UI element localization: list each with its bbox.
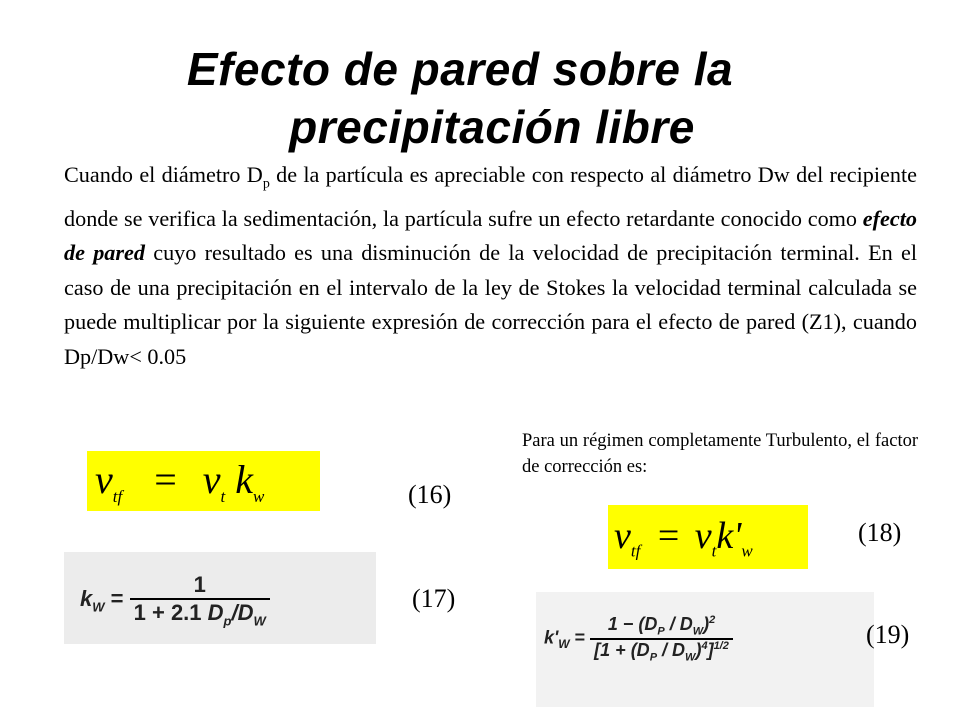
eq19-den-exp: 4 (701, 639, 708, 652)
main-paragraph (64, 158, 917, 374)
eq18-r2: k' (716, 515, 742, 557)
title-line-1: Efecto de pared sobre la (186, 43, 734, 95)
equation-16-number: (16) (408, 480, 452, 509)
eq19-num-c: ) (703, 614, 710, 634)
paragraph-emphasis: efecto de pared (64, 205, 917, 266)
eq18-lhs: v (614, 515, 631, 557)
equation-16 (87, 451, 320, 511)
eq19-num-sub2: W (692, 625, 704, 638)
equation-18 (608, 505, 808, 569)
equation-18-number: (18) (858, 518, 902, 547)
eq17-d2-sub: W (253, 613, 266, 629)
turbulent-note: Para un régimen completamente Turbulento, el factor de corrección es: (522, 431, 918, 477)
eq16-r1-sub: t (220, 487, 226, 506)
eq16-r2-sub: w (253, 487, 265, 506)
eq18-r1: v (694, 515, 712, 557)
equation-17-number: (17) (412, 584, 456, 613)
eq17-den-const: 1 + 2.1 (133, 600, 202, 625)
eq17-d1: D (207, 600, 224, 625)
paragraph-part-2: de la partícula es apreciable con respecto al diámetro Dw del recipiente donde se verifica la sedimentación, la partícula sufre un efecto retardante conocido como (64, 162, 917, 231)
paragraph-part-1: Cuando el diámetro D (64, 162, 263, 187)
eq19-den-a: [1 + (D (594, 639, 650, 660)
eq17-lhs: k (80, 586, 93, 612)
eq18-lhs-sub: tf (630, 541, 641, 561)
eq19-den-close: ] (707, 639, 714, 660)
eq19-den-sub1: P (649, 651, 658, 664)
eq16-r1: v (202, 457, 221, 502)
eq16-r2: k (235, 457, 254, 502)
eq19-den-c: ) (695, 639, 702, 660)
eq18-r2-sub: w (741, 541, 753, 561)
eq17-fraction (130, 572, 270, 628)
equation-19: $k'_W$ = $\frac{1 - (D_P / D_W)^2}{[1 + (D_P / D_W)^4]^{1/2}}$ (536, 592, 874, 707)
eq16-equals: = (154, 457, 177, 502)
eq19-lhs-sub: W (558, 636, 570, 651)
title-line-2: precipitación libre (289, 101, 695, 153)
eq17-d1-sub: p (223, 613, 232, 629)
eq19-den-b: / D (657, 639, 686, 660)
eq19-num-b: / D (664, 614, 693, 634)
equation-17: $k_W$ = $\frac{1}{1 + 2.1 D_p/D_W}$ (64, 552, 376, 644)
eq19-den-sub2: W (685, 651, 696, 664)
eq16-lhs: v (95, 457, 113, 502)
eq19-lhs: k' (544, 627, 559, 648)
eq19-fraction (590, 614, 733, 663)
paragraph-part-3: cuyo resultado es una disminución de la velocidad de precipitación terminal. En el caso de una precipitación en el intervalo de la ley de Stokes la velocidad terminal calculada se puede multiplicar por la siguiente expresión de corrección para el efecto de pared (Z1), cuando Dp/Dw< 0.05 (64, 240, 917, 369)
eq17-slash: / (231, 600, 238, 625)
eq16-lhs-sub: tf (112, 487, 123, 506)
eq19-num-exp: 2 (709, 614, 716, 626)
eq17-d2: D (237, 600, 254, 625)
paragraph-subscript-p: p (262, 176, 270, 192)
eq18-r1-sub: t (711, 541, 717, 561)
eq17-numerator: 1 (193, 572, 206, 597)
eq19-den-root: 1/2 (713, 639, 729, 652)
equation-19-number: (19) (866, 620, 910, 649)
eq19-num-sub1: P (657, 625, 665, 638)
eq17-lhs-sub: W (92, 599, 105, 615)
eq18-equals: = (657, 515, 680, 557)
eq19-num-a: 1 − (D (607, 614, 658, 634)
